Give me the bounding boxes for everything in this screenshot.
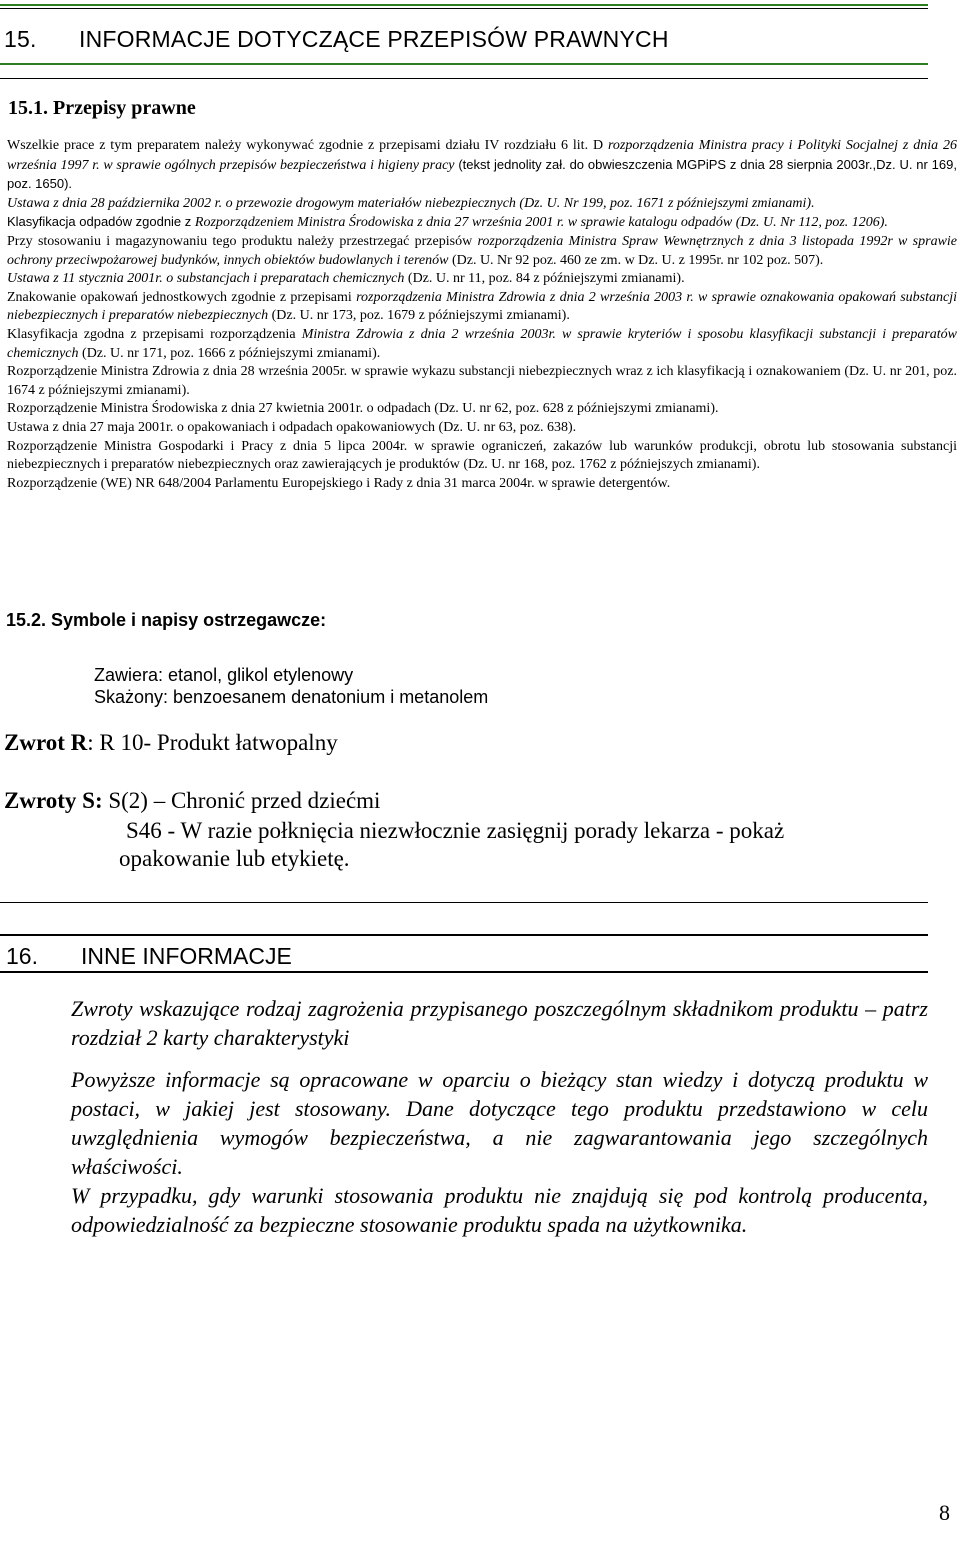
regulation-text: (Dz. U. nr 11, poz. 84 z późniejszymi zmianami). xyxy=(404,271,685,287)
section-16-top-rule xyxy=(0,902,928,903)
regulation-text: Rozporządzeniem Ministra Środowiska z dnia 27 września 2001 r. w sprawie katalogu odpadów (Dz. U. Nr 112, poz. 1206). xyxy=(194,215,888,231)
info-paragraph-3: W przypadku, gdy warunki stosowania produktu nie znajdują się pod kontrolą producenta, odpowiedzialność za bezpieczne stosowanie produktu spada na użytkownika. xyxy=(71,1183,928,1237)
info-paragraph-2: Powyższe informacje są opracowane w oparciu o bieżący stan wiedzy i dotyczą produktu w postaci, w jakiej jest stosowany. Dane dotyczące tego produktu przedstawiono w celu uwzględnienia wymogów bezpieczeństwa, a nie zagwarantowania jego szczególnych właściwości. xyxy=(71,1067,928,1179)
regulation-text: Przy stosowaniu i magazynowaniu tego produktu należy przestrzegać przepisów xyxy=(7,233,478,249)
regulation-text: Wszelkie prace z tym preparatem należy wykonywać zgodnie z przepisami działu IV rozdziału 6 lit. D xyxy=(7,138,608,153)
s-phrases xyxy=(4,788,380,814)
contains-line: Zawiera: etanol, glikol etylenowy xyxy=(94,665,354,685)
section-15-title: INFORMACJE DOTYCZĄCE PRZEPISÓW PRAWNYCH xyxy=(79,26,669,52)
s-phrases-label: Zwroty S: xyxy=(4,788,103,813)
contains-block xyxy=(94,664,488,708)
regulation-text: Ustawa z 11 stycznia 2001r. o substancjach i preparatach chemicznych xyxy=(7,271,405,287)
section-15-heading xyxy=(4,26,669,53)
subsection-15-2-title: 15.2. Symbole i napisy ostrzegawcze: xyxy=(6,610,327,630)
page-number: 8 xyxy=(939,1500,950,1525)
regulation-item xyxy=(7,363,957,400)
r-phrase xyxy=(4,730,338,756)
regulation-item xyxy=(7,326,957,363)
regulation-item xyxy=(7,400,957,419)
regulation-text: Rozporządzenie (WE) NR 648/2004 Parlamentu Europejskiego i Rady z dnia 31 marca 2004r. w sprawie detergentów. xyxy=(7,475,671,491)
r-phrase-label: Zwrot R xyxy=(4,730,88,755)
regulation-text: Klasyfikacja zgodna z przepisami rozporządzenia xyxy=(7,326,302,342)
regulation-text: Rozporządzenie Ministra Środowiska z dnia 27 kwietnia 2001r. o odpadach (Dz. U. nr 62, poz. 628 z późniejszymi zmianami). xyxy=(7,401,719,417)
regulation-text: (Dz. U. nr 171, poz. 1666 z późniejszymi zmianami). xyxy=(78,345,381,361)
regulation-item xyxy=(7,475,957,494)
section-16-rule xyxy=(0,934,928,936)
regulation-item xyxy=(7,195,957,214)
section-15-black-rule xyxy=(0,78,928,79)
regulation-text: (Dz. U. Nr 92 poz. 460 ze zm. w Dz. U. z 1995r. nr 102 poz. 507). xyxy=(448,252,824,268)
regulation-text: Rozporządzenie Ministra Gospodarki i Pracy z dnia 5 lipca 2004r. w sprawie ograniczeń, zakazów lub warunków produkcji, obrotu lub stosowania substancji niebezpiecznych i preparatów niebezpiecznych oraz zawierających je produktów (Dz. U. nr 168, poz. 1762 z późniejszych zmianami). xyxy=(7,438,957,473)
regulation-text: rozporządzenia Ministra Zdrowia z dnia 2 września 2003 r. w sprawie oznakowania opakowań substancji niebezpiecznych i preparatów niebezpiecznych xyxy=(7,289,957,324)
top-green-rule xyxy=(0,4,928,6)
regulation-item xyxy=(7,289,957,326)
s46-line-2: opakowanie lub etykietę. xyxy=(119,846,350,871)
regulation-text: (tekst jednolity zał. do obwieszczenia MGPiPS z dnia 28 sierpnia 2003r.,Dz. U. nr 169, poz. 1650). xyxy=(7,156,957,192)
s46-line-1: S46 - W razie połknięcia niezwłocznie zasięgnij porady lekarza - pokaż xyxy=(126,818,785,843)
top-black-rule xyxy=(0,8,928,9)
r-phrase-text: : R 10- Produkt łatwopalny xyxy=(87,730,338,755)
regulation-item xyxy=(7,419,957,438)
regulation-text: Ustawa z dnia 27 maja 2001r. o opakowaniach i odpadach opakowaniowych (Dz. U. nr 63, poz. 638). xyxy=(7,419,577,435)
info-paragraph-1: Zwroty wskazujące rodzaj zagrożenia przypisanego poszczególnym składnikom produktu – patrz rozdział 2 karty charakterystyki xyxy=(71,996,928,1050)
regulation-text: Znakowanie opakowań jednostkowych zgodnie z przepisami xyxy=(7,289,357,305)
subsection-15-1-title: 15.1. Przepisy prawne xyxy=(8,97,196,119)
regulation-text: (Dz. U. nr 173, poz. 1679 z późniejszymi zmianami). xyxy=(268,308,570,324)
contaminated-line: Skażony: benzoesanem denatonium i metanolem xyxy=(94,687,489,707)
section-16-heading xyxy=(6,943,292,970)
regulation-item xyxy=(7,233,957,270)
regulation-text: Ustawa z dnia 28 października 2002 r. o przewozie drogowym materiałów niebezpiecznych (Dz. U. Nr 199, poz. 1671 z późniejszymi zmianami). xyxy=(7,195,815,211)
section-16-number: 16. xyxy=(6,943,38,969)
regulation-item xyxy=(7,438,957,475)
section-16-title: INNE INFORMACJE xyxy=(81,943,292,969)
regulation-text: rozporządzenia Ministra pracy i Polityki Socjalnej z dnia 26 września 1997 r. w sprawie ogólnych przepisów bezpieczeństwa i higieny pracy xyxy=(7,138,958,173)
section-15-number: 15. xyxy=(4,26,37,52)
regulation-text: Rozporządzenie Ministra Zdrowia z dnia 28 września 2005r. w sprawie wykazu substancji niebezpiecznych wraz z ich klasyfikacją i oznakowaniem (Dz. U. nr 201, poz. 1674 z późniejszymi zmianami). xyxy=(7,364,957,398)
s2-text: S(2) – Chronić przed dziećmi xyxy=(102,788,381,813)
regulation-text: Ministra Zdrowia z dnia 2 września 2003r. w sprawie kryteriów i sposobu klasyfikacji substancji i preparatów chemicznych xyxy=(7,326,957,361)
regulation-item xyxy=(7,137,957,195)
regulation-text: rozporządzenia Ministra Spraw Wewnętrznych z dnia 3 listopada 1992r w sprawie ochrony przeciwpożarowej budynków, innych obiektów budowlanych i terenów xyxy=(7,233,958,268)
regulation-item xyxy=(7,213,957,233)
regulation-text: Klasyfikacja odpadów zgodnie z xyxy=(7,214,195,230)
section-16-bottom-rule xyxy=(0,971,928,973)
regulation-item xyxy=(7,270,957,289)
section-15-green-rule xyxy=(0,63,928,65)
regulations-list xyxy=(7,137,957,493)
